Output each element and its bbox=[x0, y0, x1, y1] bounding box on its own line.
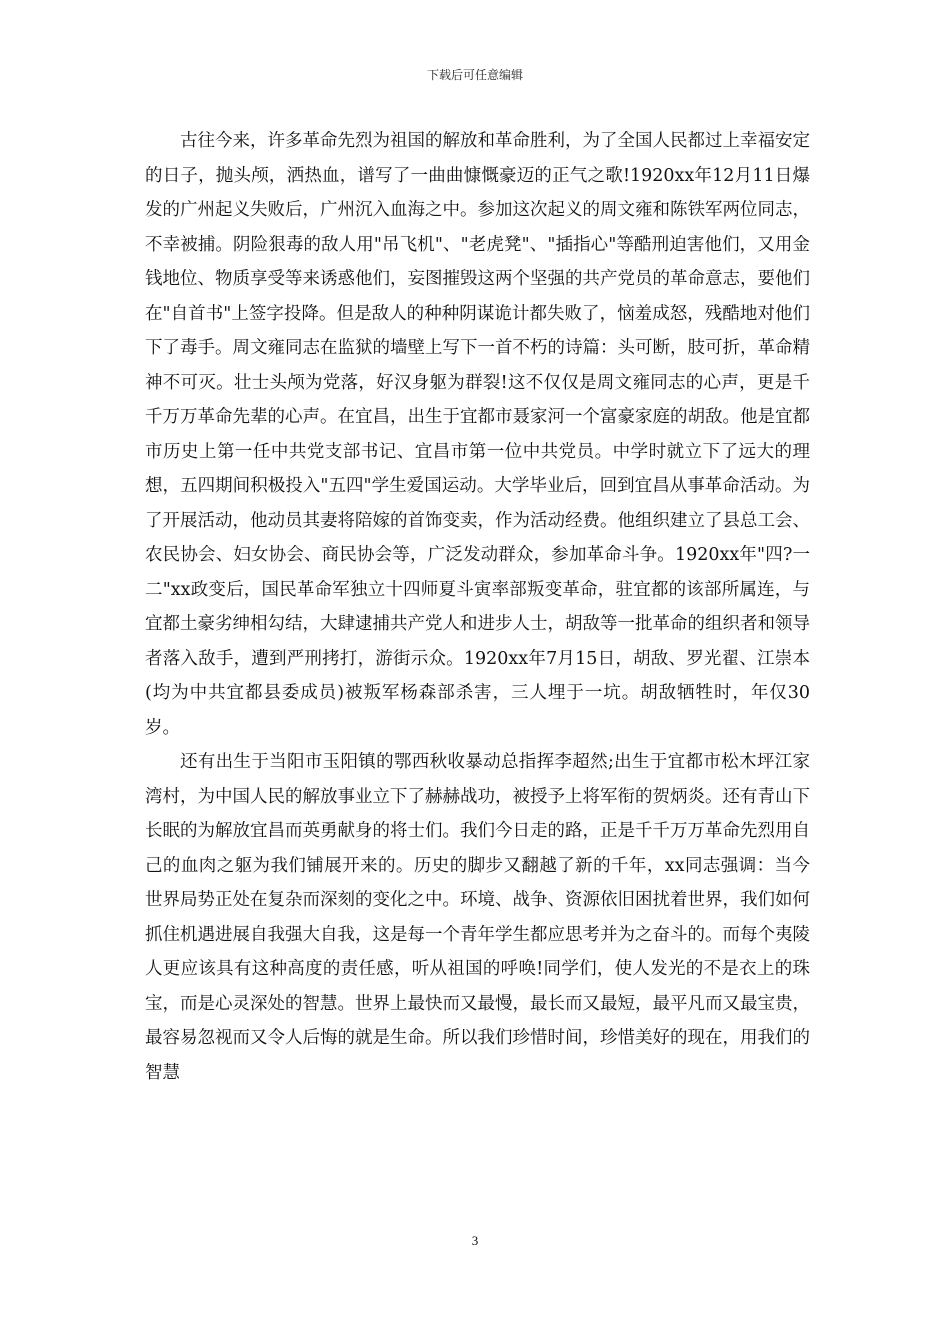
page-number: 3 bbox=[471, 1233, 479, 1248]
paragraph-2: 还有出生于当阳市玉阳镇的鄂西秋收暴动总指挥李超然;出生于宜都市松木坪江家湾村，为中国人民的解放事业立下了赫赫战功，被授予上将军衔的贺炳炎。还有青山下长眠的为解放宜昌而英勇献身的将士们。我们今日走的路，正是千千万万革命先烈用自己的血肉之躯为我们铺展开来的。历史的脚步又翻越了新的千年，xx同志强调：当今世界局势正处在复杂而深刻的变化之中。环境、战争、资源依旧困扰着世界，我们如何抓住机遇进展自我强大自我，这是每一个青年学生都应思考并为之奋斗的。而每个夷陵人更应该具有这种高度的责任感，听从祖国的呼唤!同学们，使人发光的不是衣上的珠宝，而是心灵深处的智慧。世界上最快而又最慢，最长而又最短，最平凡而又最宝贵，最容易忽视而又令人后悔的就是生命。所以我们珍惜时间，珍惜美好的现在，用我们的智慧 bbox=[145, 752, 810, 1083]
page-header: 下载后可任意编辑 bbox=[426, 68, 523, 82]
paragraph-1: 古往今来，许多革命先烈为祖国的解放和革命胜利，为了全国人民都过上幸福安定的日子，抛头颅，洒热血，谱写了一曲曲慷慨豪迈的正气之歌!1920xx年12月11日爆发的广州起义失败后，广州沉入血海之中。参加这次起义的周文雍和陈铁军两位同志，不幸被捕。阴险狠毒的敌人用"吊飞机"、"老虎凳"、"插指心"等酷刑迫害他们，又用金钱地位、物质享受等来诱惑他们，妄图摧毁这两个坚强的共产党员的革命意志，要他们在"自首书"上签字投降。但是敌人的种种阴谋诡计都失败了，恼羞成怒，残酷地对他们下了毒手。周文雍同志在监狱的墙壁上写下一首不朽的诗篇：头可断，肢可折，革命精神不可灭。壮士头颅为党落，好汉身躯为群裂!这不仅仅是周文雍同志的心声，更是千千万万革命先辈的心声。在宜昌，出生于宜都市聂家河一个富豪家庭的胡敌。他是宜都市历史上第一任中共党支部书记、宜昌市第一位中共党员。中学时就立下了远大的理想，五四期间积极投入"五四"学生爱国运动。大学毕业后，回到宜昌从事革命活动。为了开展活动，他动员其妻将陪嫁的首饰变卖，作为活动经费。他组织建立了县总工会、农民协会、妇女协会、商民协会等，广泛发动群众，参加革命斗争。1920xx年"四?一二"xx政变后，国民革命军独立十四师夏斗寅率部叛变革命，驻宜都的该部所属连，与宜都土豪劣绅相勾结，大肆逮捕共产党人和进步人士，胡敌等一批革命的组织者和领导者落入敌手，遭到严刑拷打，游街示众。1920xx年7月15日，胡敌、罗光翟、江崇本(均为中共宜都县委成员)被叛军杨森部杀害，三人埋于一坑。胡敌牺牲时，年仅30岁。 bbox=[145, 131, 810, 738]
document-body bbox=[145, 124, 810, 1090]
